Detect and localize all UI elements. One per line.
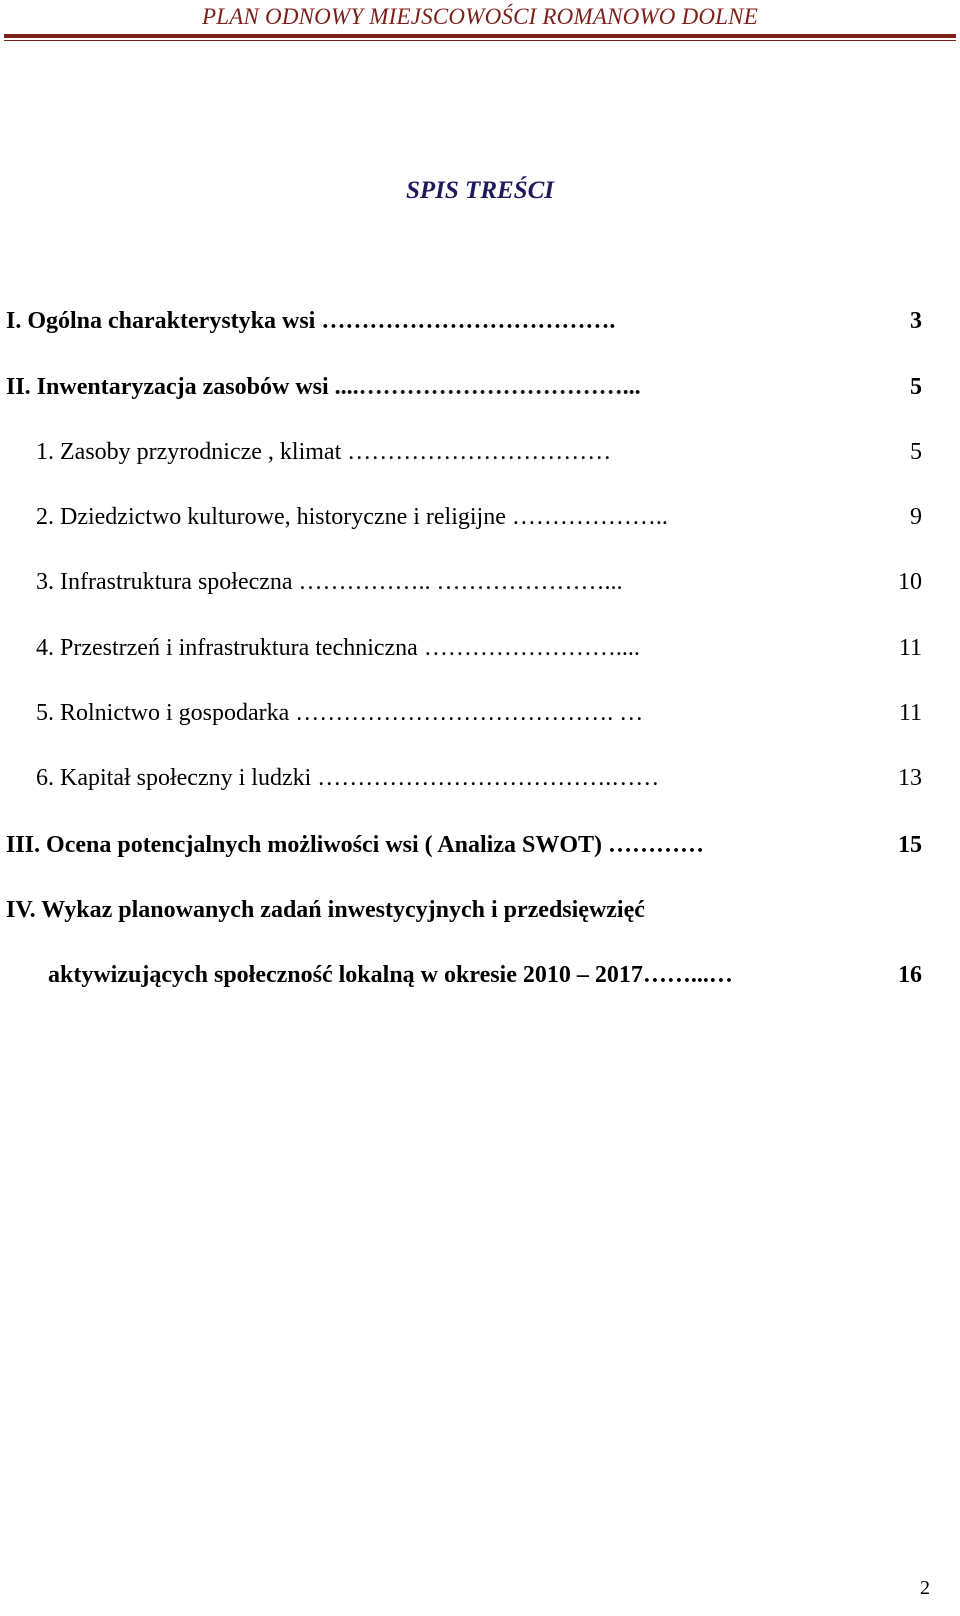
toc-entry-page: 10: [898, 569, 922, 595]
toc-entry-label: III. Ocena potencjalnych możliwości wsi ( Analiza SWOT) …………: [6, 832, 705, 858]
toc-entry-page: 11: [898, 700, 922, 726]
toc-entry-page: 13: [898, 765, 922, 791]
toc-entry-page: 5: [910, 439, 922, 465]
toc-entry-page: 15: [898, 832, 922, 858]
toc-title: SPIS TREŚCI: [406, 177, 554, 204]
toc-entry-page: 3: [910, 308, 922, 334]
toc-entry-label: 3. Infrastruktura społeczna …………….. …………………...: [36, 569, 623, 595]
toc-entry-label: II. Inwentaryzacja zasobów wsi ....……………………………...: [6, 374, 641, 400]
header-rule-thick: [4, 34, 956, 38]
page-number: 2: [920, 1577, 930, 1599]
toc-entry-label: 1. Zasoby przyrodnicze , klimat ……………………………: [36, 439, 612, 465]
toc-entry-page: 5: [910, 374, 922, 400]
running-header: PLAN ODNOWY MIEJSCOWOŚCI ROMANOWO DOLNE: [202, 4, 758, 29]
toc-entry-label: 6. Kapitał społeczny i ludzki ……………………………….……: [36, 765, 660, 791]
toc-entry-label: 5. Rolnictwo i gospodarka …………………………………. …: [36, 700, 644, 726]
toc-entry-page: 16: [898, 962, 922, 988]
toc-entry-label: IV. Wykaz planowanych zadań inwestycyjnych i przedsięwzięć: [6, 897, 645, 923]
toc-entry-label: I. Ogólna charakterystyka wsi ……………………………….: [6, 308, 616, 334]
header-rule-thin: [4, 40, 956, 41]
toc-entry-label: 4. Przestrzeń i infrastruktura techniczna ……………………....: [36, 635, 640, 661]
toc-entry-page: 11: [898, 635, 922, 661]
toc-entry-label: 2. Dziedzictwo kulturowe, historyczne i religijne ………………..: [36, 504, 668, 530]
toc-entry-page: 9: [910, 504, 922, 530]
toc-entry-label-continued: aktywizujących społeczność lokalną w okresie 2010 – 2017……...…: [48, 962, 733, 988]
